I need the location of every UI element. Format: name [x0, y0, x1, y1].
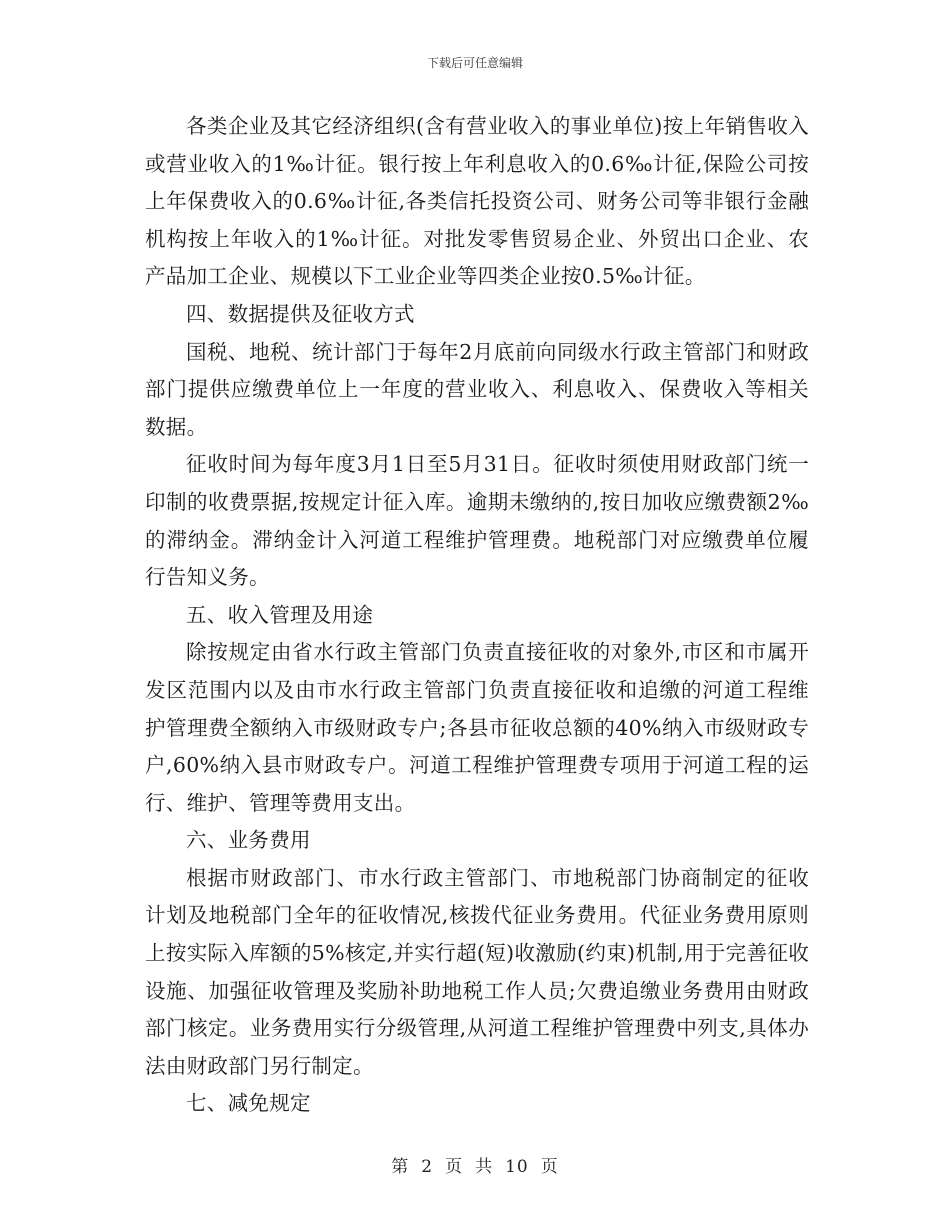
page-number: 2	[421, 1157, 434, 1177]
paragraph-collection-period: 征收时间为每年度3月1日至5月31日。征收时须使用财政部门统一印制的收费票据,按规定计征入库。逾期未缴纳的,按日加收应缴费额2‰的滞纳金。滞纳金计入河道工程维护管理费。地税部门对应缴费单位履行告知义务。	[145, 452, 809, 590]
page-footer	[0, 1152, 950, 1177]
header-note: 下载后可任意编辑	[426, 56, 523, 70]
paragraph-levy-rates: 各类企业及其它经济组织(含有营业收入的事业单位)按上年销售收入或营业收入的1‰计征。银行按上年利息收入的0.6‰计征,保险公司按上年保费收入的0.6‰计征,各类信托投资公司、财务公司等非银行金融机构按上年收入的1‰计征。对批发零售贸易企业、外贸出口企业、农产品加工企业、规模以下工业企业等四类企业按0.5‰计征。	[145, 114, 809, 289]
document-body	[145, 108, 809, 1123]
paragraph-business-fees: 根据市财政部门、市水行政主管部门、市地税部门协商制定的征收计划及地税部门全年的征收情况,核拨代征业务费用。代征业务费用原则上按实际入库额的5%核定,并实行超(短)收激励(约束)机制,用于完善征收设施、加强征收管理及奖励补助地税工作人员;欠费追缴业务费用由财政部门核定。业务费用实行分级管理,从河道工程维护管理费中列支,具体办法由财政部门另行制定。	[145, 865, 809, 1078]
footer-di: 第	[391, 1157, 410, 1177]
paragraph-income-management: 除按规定由省水行政主管部门负责直接征收的对象外,市区和市属开发区范围内以及由市水行政主管部门负责直接征收和追缴的河道工程维护管理费全额纳入市级财政专户;各县市征收总额的40%纳入市级财政专户,60%纳入县市财政专户。河道工程维护管理费专项用于河道工程的运行、维护、管理等费用支出。	[145, 640, 809, 815]
section-heading-business-fees: 六、业务费用	[186, 828, 311, 853]
footer-ye: 页	[445, 1157, 464, 1177]
footer-gong: 共	[475, 1157, 494, 1177]
footer-ye-2: 页	[540, 1157, 559, 1177]
section-heading-exemptions: 七、减免规定	[186, 1091, 311, 1116]
section-heading-income-management: 五、收入管理及用途	[186, 602, 374, 627]
section-heading-data-provision: 四、数据提供及征收方式	[186, 301, 415, 326]
paragraph-data-provision: 国税、地税、统计部门于每年2月底前向同级水行政主管部门和财政部门提供应缴费单位上一年度的营业收入、利息收入、保费收入等相关数据。	[145, 339, 809, 439]
total-pages: 10	[505, 1157, 529, 1177]
